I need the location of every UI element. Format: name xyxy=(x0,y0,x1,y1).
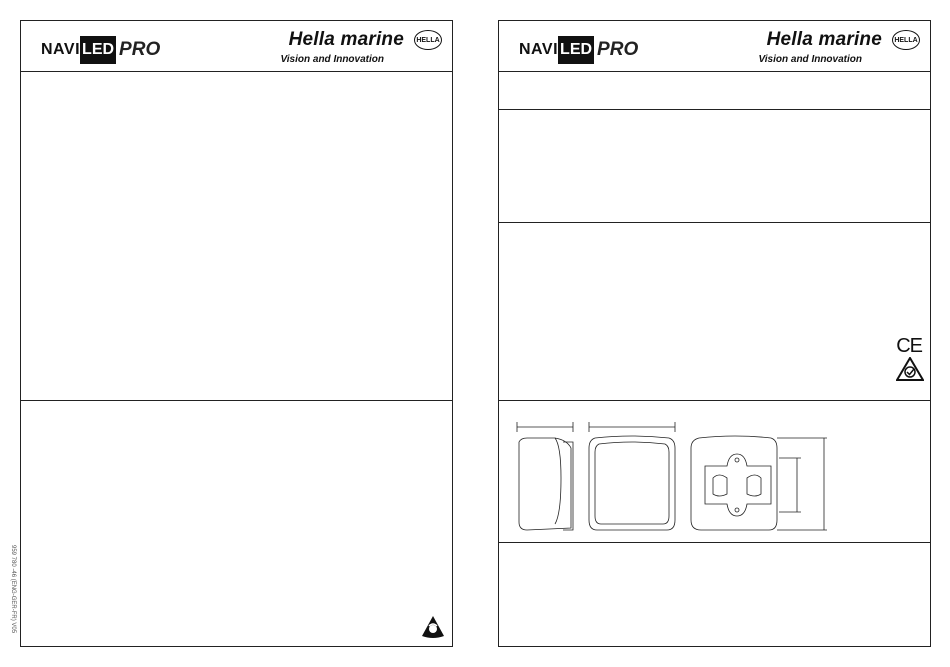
right-page xyxy=(498,20,931,647)
naviled-pro-logo xyxy=(519,37,638,63)
right-divider-1 xyxy=(499,109,930,110)
right-page-header xyxy=(499,21,930,72)
logo-led-text: LED xyxy=(80,36,116,64)
right-divider-4 xyxy=(499,542,930,543)
logo-led-text: LED xyxy=(558,36,594,64)
ce-mark-icon: CE xyxy=(896,335,922,357)
brand-name: Hella marine xyxy=(766,29,882,50)
back-view-drawing xyxy=(691,436,827,530)
side-view-drawing xyxy=(517,422,573,530)
hella-marine-logo xyxy=(242,29,442,69)
left-section-divider xyxy=(21,400,452,401)
brand-tagline: Vision and Innovation xyxy=(280,54,384,65)
logo-navi-text: NAVI xyxy=(519,41,559,58)
rcm-compliance-icon xyxy=(896,357,924,381)
naviled-pro-logo xyxy=(41,37,160,63)
left-page-header xyxy=(21,21,452,72)
hella-badge-icon: HELLA xyxy=(892,30,920,50)
brand-tagline: Vision and Innovation xyxy=(758,54,862,65)
right-divider-2 xyxy=(499,222,930,223)
brand-name: Hella marine xyxy=(288,29,404,50)
front-view-drawing xyxy=(589,422,675,530)
logo-pro-text: PRO xyxy=(597,39,639,60)
logo-navi-text: NAVI xyxy=(41,41,81,58)
hella-badge-icon: HELLA xyxy=(414,30,442,50)
right-divider-3 xyxy=(499,400,930,401)
product-dimension-drawings xyxy=(515,418,835,536)
recycling-icon xyxy=(420,614,446,640)
document-code: 959 780 -46 (ENG-GER-FR) V05 xyxy=(10,545,16,634)
hella-marine-logo xyxy=(720,29,920,69)
logo-pro-text: PRO xyxy=(119,39,161,60)
left-page xyxy=(20,20,453,647)
